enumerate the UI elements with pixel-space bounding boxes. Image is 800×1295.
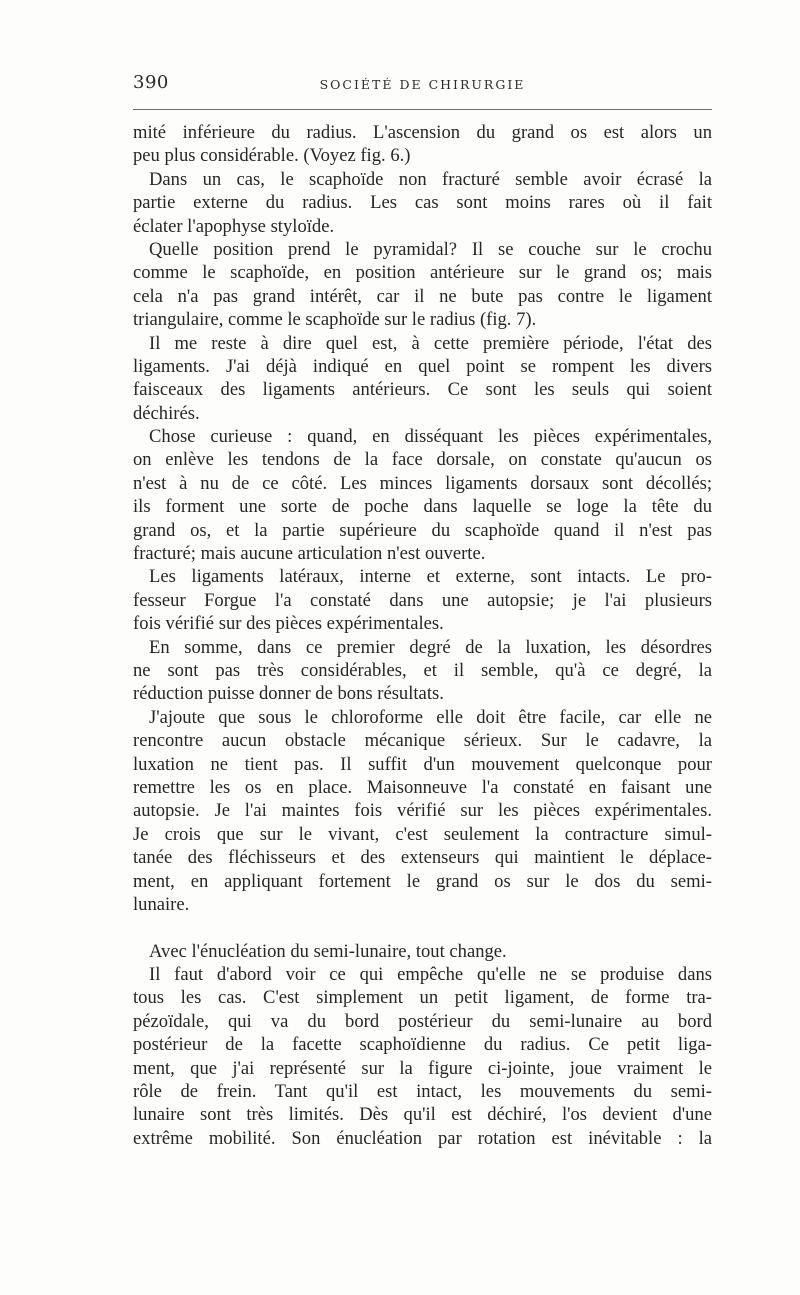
body-text (133, 121, 712, 1150)
text-line: extrême mobilité. Son énucléation par rotation est inévitable : la (133, 1127, 712, 1149)
text-line: déchirés. (133, 402, 200, 424)
text-line: J'ajoute que sous le chloroforme elle doit être facile, car elle ne (149, 706, 712, 728)
page-number: 390 (133, 72, 169, 93)
text-line: ment, en appliquant fortement le grand os sur le dos du semi- (133, 870, 712, 892)
text-line: fois vérifié sur des pièces expérimentales. (133, 613, 444, 635)
text-line: ils forment une sorte de poche dans laquelle se loge la tête du (133, 496, 712, 518)
text-line: autopsie. Je l'ai maintes fois vérifié sur les pièces expérimentales. (133, 800, 712, 822)
text-line: on enlève les tendons de la face dorsale, on constate qu'aucun os (133, 449, 712, 471)
text-line: tous les cas. C'est simplement un petit ligament, de forme tra- (133, 987, 712, 1009)
header-rule (133, 109, 712, 110)
text-line: rôle de frein. Tant qu'il est intact, les mouvements du semi- (133, 1081, 712, 1103)
text-line: luxation ne tient pas. Il suffit d'un mouvement quelconque pour (133, 753, 712, 775)
running-title: SOCIÉTÉ DE CHIRURGIE (319, 77, 526, 92)
text-line: Chose curieuse : quand, en disséquant les pièces expérimentales, (149, 426, 712, 448)
text-line: postérieur de la facette scaphoïdienne du radius. Ce petit liga- (133, 1034, 712, 1056)
text-line: Il me reste à dire quel est, à cette première période, l'état des (149, 332, 712, 354)
text-line: peu plus considérable. (Voyez fig. 6.) (133, 145, 411, 167)
text-line: Il faut d'abord voir ce qui empêche qu'elle ne se produise dans (149, 964, 712, 986)
text-line: réduction puisse donner de bons résultats. (133, 683, 444, 705)
text-line: éclater l'apophyse styloïde. (133, 215, 335, 237)
text-line: rencontre aucun obstacle mécanique sérieux. Sur le cadavre, la (133, 730, 712, 752)
text-line: n'est à nu de ce côté. Les minces ligaments dorsaux sont décollés; (133, 472, 712, 494)
text-line: pézoïdale, qui va du bord postérieur du semi-lunaire au bord (133, 1010, 712, 1032)
paragraph-gap (133, 916, 712, 939)
text-line: partie externe du radius. Les cas sont moins rares où il fait (133, 192, 712, 214)
text-line: Je crois que sur le vivant, c'est seulement la contracture simul- (133, 823, 712, 845)
text-line: fracturé; mais aucune articulation n'est ouverte. (133, 543, 486, 565)
text-line: Avec l'énucléation du semi-lunaire, tout change. (149, 940, 507, 962)
text-line: grand os, et la partie supérieure du scaphoïde quand il n'est pas (133, 519, 712, 541)
text-line: lunaire. (133, 893, 190, 915)
text-line: ligaments. J'ai déjà indiqué en quel point se rompent les divers (133, 355, 712, 377)
text-line: En somme, dans ce premier degré de la luxation, les désordres (149, 636, 712, 658)
page-header (133, 72, 712, 96)
text-line: remettre les os en place. Maisonneuve l'a constaté en faisant une (133, 776, 712, 798)
text-line: fesseur Forgue l'a constaté dans une autopsie; je l'ai plusieurs (133, 589, 712, 611)
text-line: faisceaux des ligaments antérieurs. Ce sont les seuls qui soient (133, 379, 712, 401)
text-line: Dans un cas, le scaphoïde non fracturé semble avoir écrasé la (149, 168, 712, 190)
text-line: comme le scaphoïde, en position antérieure sur le grand os; mais (133, 262, 712, 284)
text-line: mité inférieure du radius. L'ascension du grand os est alors un (133, 122, 712, 143)
text-line: lunaire sont très limités. Dès qu'il est déchiré, l'os devient d'une (133, 1104, 712, 1126)
text-line: tanée des fléchisseurs et des extenseurs qui maintient le déplace- (133, 847, 712, 869)
text-line: cela n'a pas grand intérêt, car il ne bute pas contre le ligament (133, 285, 712, 307)
text-line: triangulaire, comme le scaphoïde sur le radius (fig. 7). (133, 309, 537, 331)
text-line: ne sont pas très considérables, et il semble, qu'à ce degré, la (133, 659, 712, 681)
text-line: Les ligaments latéraux, interne et externe, sont intacts. Le pro- (149, 566, 712, 588)
text-line: ment, que j'ai représenté sur la figure ci-jointe, joue vraiment le (133, 1057, 712, 1079)
text-line: Quelle position prend le pyramidal? Il se couche sur le crochu (149, 238, 712, 260)
